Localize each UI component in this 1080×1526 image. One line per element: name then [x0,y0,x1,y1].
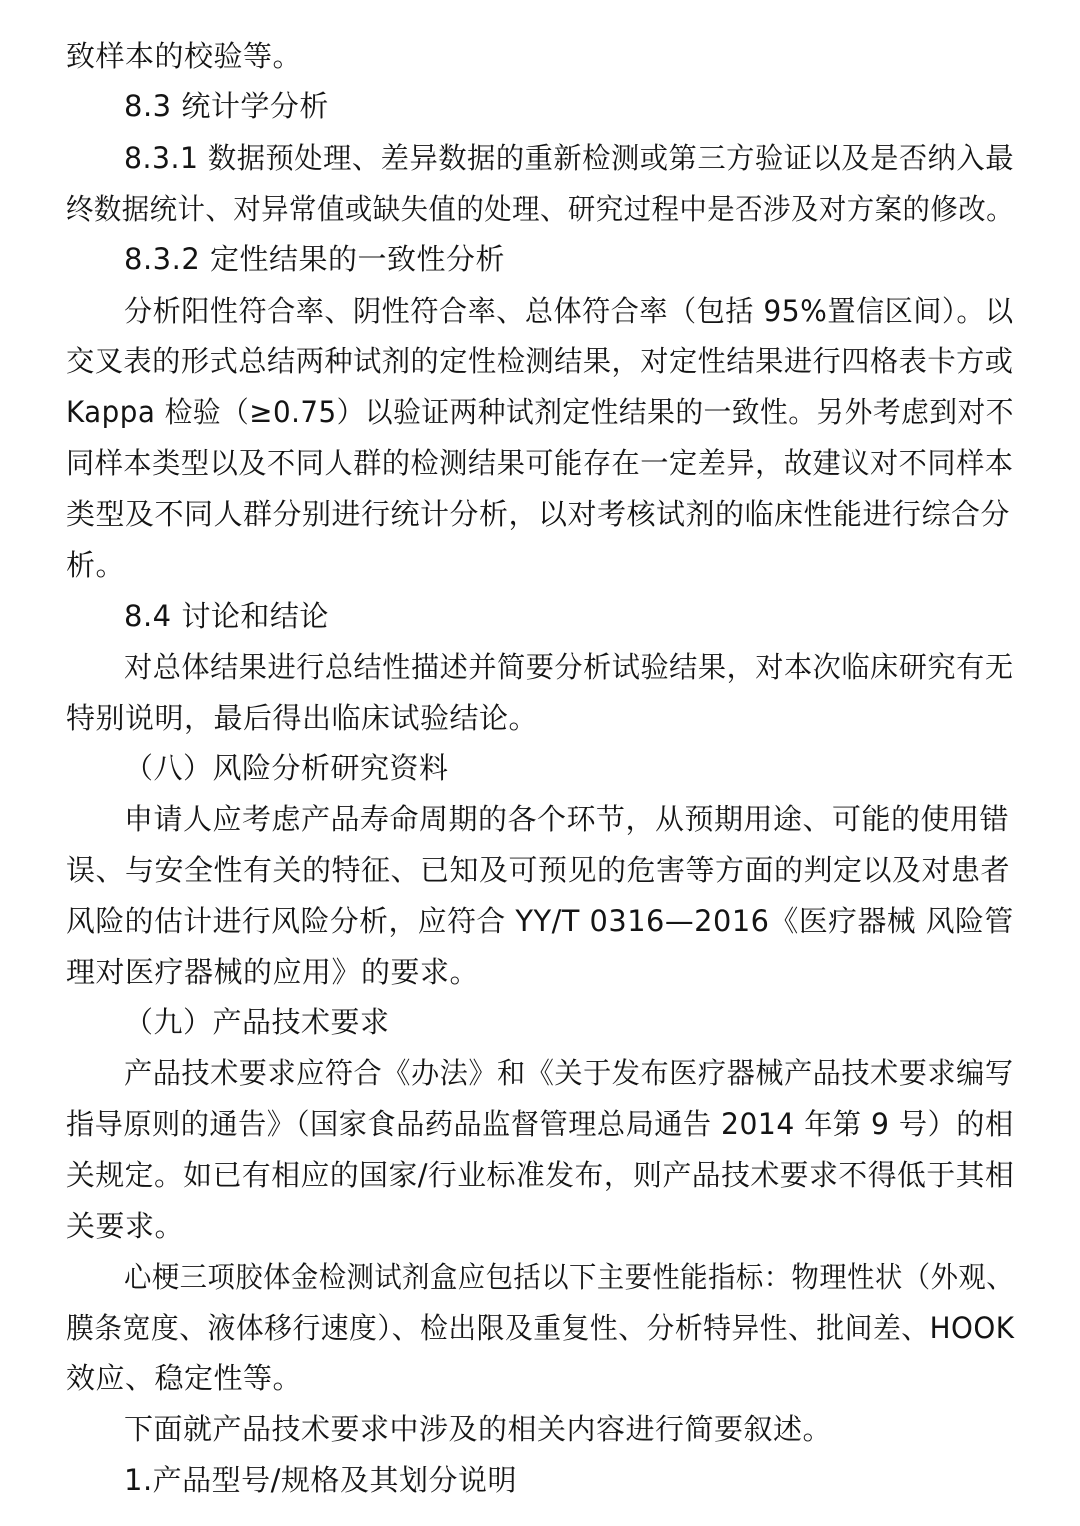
text-line-6: 分析阳性符合率、阴性符合率、总体符合率（包括 95%置信区间）。以 [124,294,1014,328]
text-line-18: 风险的估计进行风险分析，应符合 YY/T 0316—2016《医疗器械 风险管 [66,904,1014,938]
text-line-11: 析。 [66,548,126,582]
text-line-16: 申请人应考虑产品寿命周期的各个环节，从预期用途、可能的使用错 [124,802,1010,836]
text-line-10: 类型及不同人群分别进行统计分析，以对考核试剂的临床性能进行综合分 [66,497,1011,531]
section-heading-8-3-2: 8.3.2 定性结果的一致性分析 [124,242,506,276]
text-line-1: 致样本的校验等。 [66,39,303,73]
text-line-25: 心梗三项胶体金检测试剂盒应包括以下主要性能指标：物理性状（外观、 [124,1260,1015,1294]
text-line-3: 8.3.1 数据预处理、差异数据的重新检测或第三方验证以及是否纳入最 [124,141,1015,175]
text-line-27: 效应、稳定性等。 [66,1361,303,1395]
text-line-26: 膜条宽度、液体移行速度）、检出限及重复性、分析特异性、批间差、HOOK [66,1311,1015,1345]
section-heading-9: （九）产品技术要求 [124,1005,390,1039]
text-line-23: 关规定。如已有相应的国家/行业标准发布，则产品技术要求不得低于其相 [66,1158,1015,1192]
text-line-19: 理对医疗器械的应用》的要求。 [66,955,480,989]
section-heading-8-4: 8.4 讨论和结论 [124,599,329,633]
text-line-4: 终数据统计、对异常值或缺失值的处理、研究过程中是否涉及对方案的修改。 [66,192,1015,226]
text-line-28: 下面就产品技术要求中涉及的相关内容进行简要叙述。 [124,1412,833,1446]
text-line-9: 同样本类型以及不同人群的检测结果可能存在一定差异，故建议对不同样本 [66,446,1014,480]
text-line-8: Kappa 检验（≥0.75）以验证两种试剂定性结果的一致性。另外考虑到对不 [66,395,1014,429]
text-line-17: 误、与安全性有关的特征、已知及可预见的危害等方面的判定以及对患者 [66,853,1011,887]
text-line-24: 关要求。 [66,1209,185,1243]
text-line-14: 特别说明，最后得出临床试验结论。 [66,701,539,735]
text-line-22: 指导原则的通告》（国家食品药品监督管理总局通告 2014 年第 9 号）的相 [66,1107,1014,1141]
section-heading-8-3: 8.3 统计学分析 [124,89,329,123]
text-line-21: 产品技术要求应符合《办法》和《关于发布医疗器械产品技术要求编写 [124,1056,1014,1090]
text-line-7: 交叉表的形式总结两种试剂的定性检测结果，对定性结果进行四格表卡方或 [66,344,1014,378]
text-line-13: 对总体结果进行总结性描述并简要分析试验结果，对本次临床研究有无 [124,650,1014,684]
section-heading-8: （八）风险分析研究资料 [124,751,449,785]
section-heading-1: 1.产品型号/规格及其划分说明 [124,1463,517,1497]
